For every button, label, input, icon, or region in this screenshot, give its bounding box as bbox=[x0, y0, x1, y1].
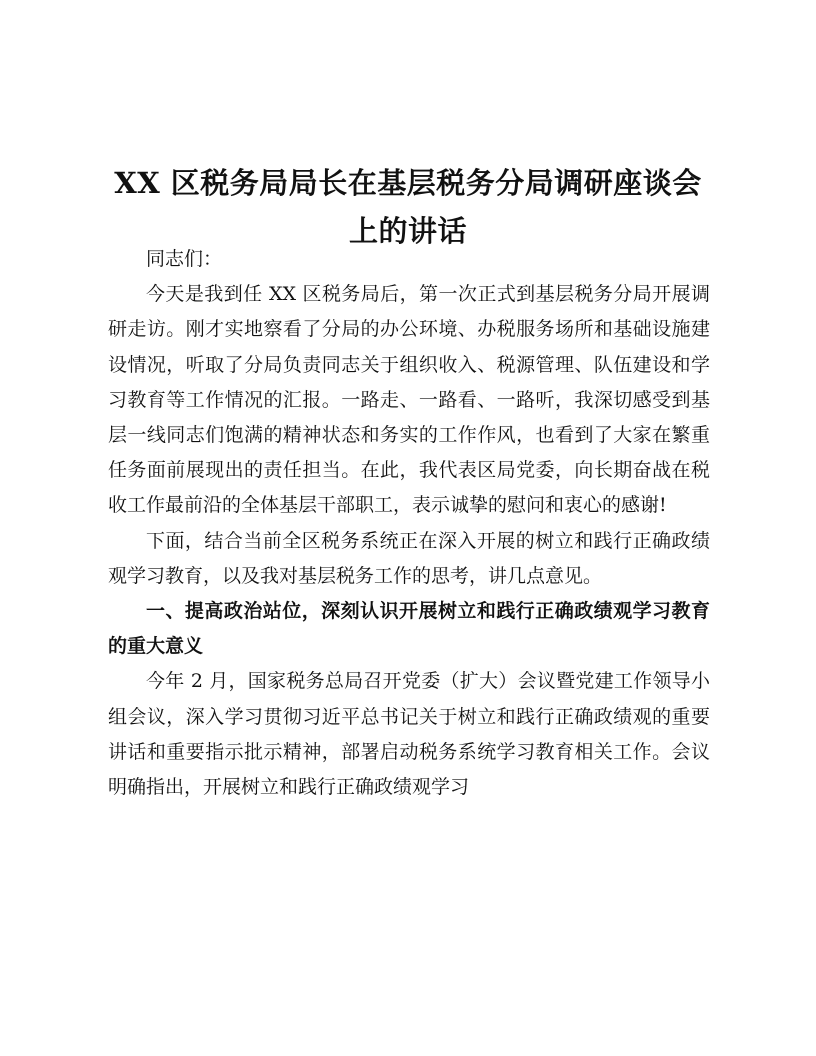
paragraph-section-1: 今年 2 月，国家税务总局召开党委（扩大）会议暨党建工作领导小组会议，深入学习贯彻习近平总书记关于树立和践行正确政绩观的重要讲话和重要指示批示精神，部署启动税务系统学习教育相关工作。会议明确指出，开展树立和践行正确政绩观学习 bbox=[108, 670, 710, 799]
salutation: 同志们： bbox=[146, 248, 223, 270]
paragraph-intro: 今天是我到任 XX 区税务局后，第一次正式到基层税务分局开展调研走访。刚才实地察看了分局的办公环境、办税服务场所和基础设施建设情况，听取了分局负责同志关于组织收入、税源管理、队伍建设和学习教育等工作情况的汇报。一路走、一路看、一路听，我深切感受到基层一线同志们饱满的精神状态和务实的工作作风，也看到了大家在繁重任务面前展现出的责任担当。在此，我代表区局党委，向长期奋战在税收工作最前沿的全体基层干部职工，表示诚挚的慰问和衷心的感谢! bbox=[108, 283, 710, 517]
document-title: XX 区税务局局长在基层税务分局调研座谈会上的讲话 bbox=[114, 166, 702, 249]
section-heading-1: 一、提高政治站位，深刻认识开展树立和践行正确政绩观学习教育的重大意义 bbox=[108, 600, 710, 658]
paragraph-outline: 下面，结合当前全区税务系统正在深入开展的树立和践行正确政绩观学习教育，以及我对基层税务工作的思考，讲几点意见。 bbox=[108, 529, 710, 587]
document-body bbox=[108, 242, 710, 805]
